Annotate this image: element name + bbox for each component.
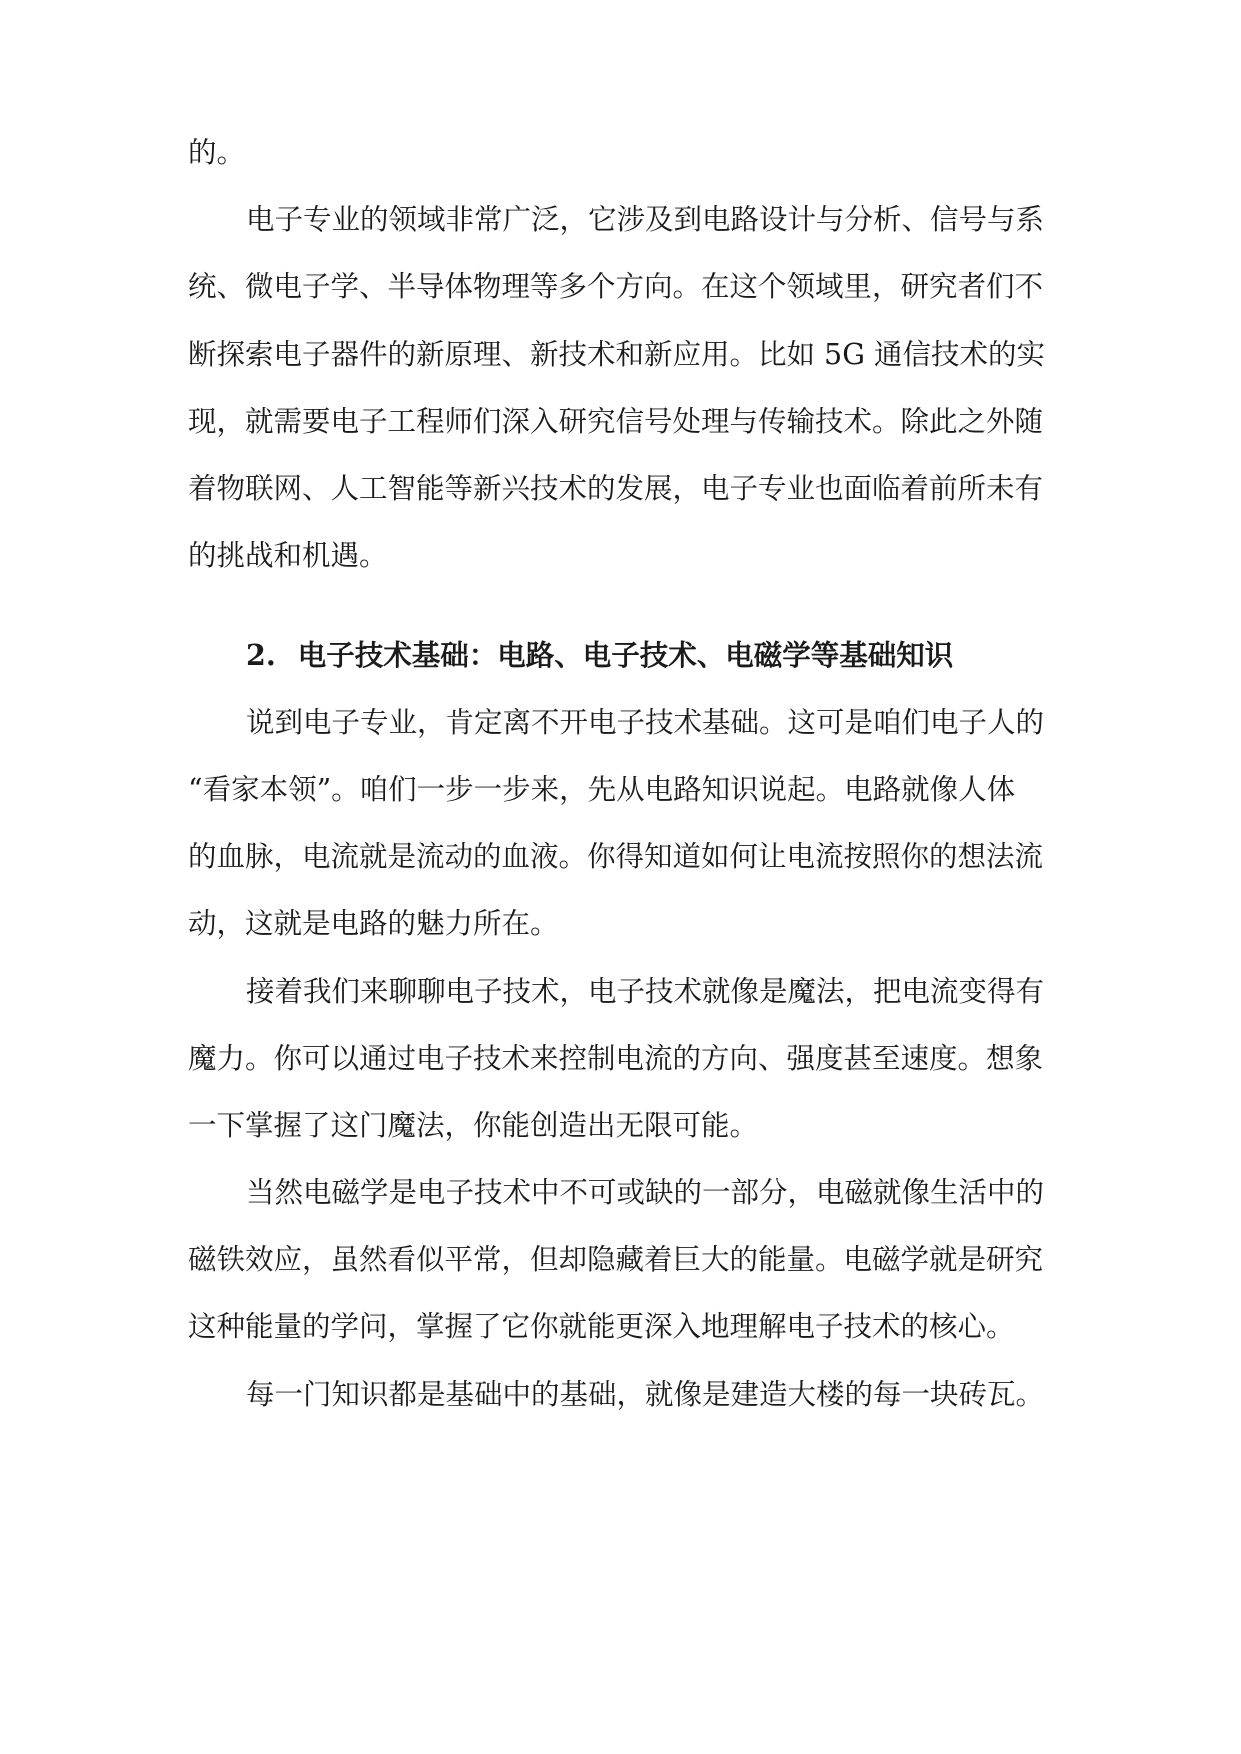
paragraph-line: 魔力。你可以通过电子技术来控制电流的方向、强度甚至速度。想象 — [188, 1042, 1044, 1075]
paragraph-line: 着物联网、人工智能等新兴技术的发展，电子专业也面临着前所未有 — [188, 472, 1044, 505]
paragraph-line: 这种能量的学问，掌握了它你就能更深入地理解电子技术的核心。 — [188, 1310, 1015, 1343]
paragraph-line: 接着我们来聊聊电子技术，电子技术就像是魔法，把电流变得有 — [246, 975, 1045, 1008]
section-heading — [246, 635, 1058, 675]
paragraph-line: 当然电磁学是电子技术中不可或缺的一部分，电磁就像生活中的 — [246, 1176, 1045, 1209]
paragraph-line: 说到电子专业，肯定离不开电子技术基础。这可是咱们电子人的 — [246, 706, 1045, 739]
paragraph-line: 统、微电子学、半导体物理等多个方向。在这个领域里，研究者们不 — [188, 270, 1044, 303]
paragraph-line: 每一门知识都是基础中的基础，就像是建造大楼的每一块砖瓦。 — [246, 1378, 1045, 1411]
paragraph-line: 断探索电子器件的新原理、新技术和新应用。比如 5G 通信技术的实 — [188, 338, 1046, 371]
paragraph-line: “看家本领”。咱们一步一步来，先从电路知识说起。电路就像人体 — [188, 773, 1016, 806]
paragraph-line: 的血脉，电流就是流动的血液。你得知道如何让电流按照你的想法流 — [188, 840, 1044, 873]
paragraph-line: 动，这就是电路的魅力所在。 — [188, 907, 559, 940]
paragraph-line: 一下掌握了这门魔法，你能创造出无限可能。 — [188, 1109, 759, 1142]
section-title: 电子技术基础：电路、电子技术、电磁学等基础知识 — [297, 638, 954, 672]
paragraph-line: 电子专业的领域非常广泛，它涉及到电路设计与分析、信号与系 — [246, 203, 1045, 236]
paragraph-line: 的。 — [188, 136, 246, 169]
paragraph-line: 磁铁效应，虽然看似平常，但却隐藏着巨大的能量。电磁学就是研究 — [188, 1243, 1044, 1276]
paragraph-line: 的挑战和机遇。 — [188, 539, 388, 572]
paragraph-line: 现，就需要电子工程师们深入研究信号处理与传输技术。除此之外随 — [188, 405, 1044, 438]
section-number: 2. — [246, 638, 276, 672]
